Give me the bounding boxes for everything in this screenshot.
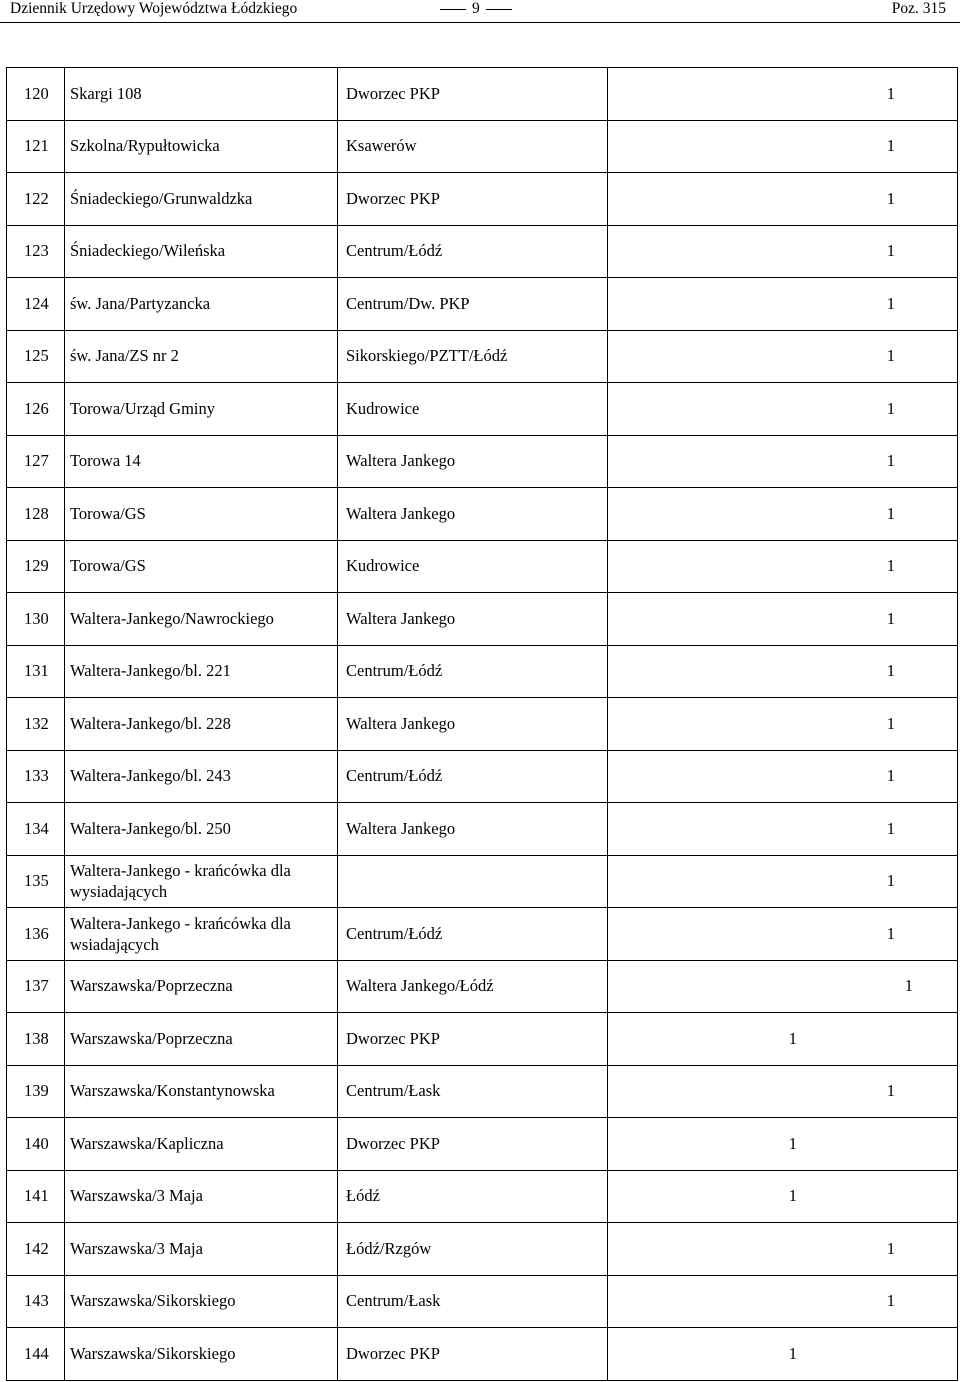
direction-cell: Dworzec PKP	[338, 1118, 608, 1171]
table-row	[7, 383, 958, 436]
row-number-cell: 137	[7, 960, 65, 1013]
row-number-cell: 128	[7, 488, 65, 541]
stop-name-cell: Waltera-Jankego/bl. 243	[65, 750, 338, 803]
row-number-cell: 143	[7, 1275, 65, 1328]
table-row	[7, 488, 958, 541]
table-row	[7, 1118, 958, 1171]
direction-cell: Centrum/Łódź	[338, 645, 608, 698]
row-number-cell: 144	[7, 1328, 65, 1381]
row-number-cell: 122	[7, 173, 65, 226]
table-row	[7, 1275, 958, 1328]
direction-cell: Centrum/Łask	[338, 1065, 608, 1118]
value-cell: 1	[608, 120, 958, 173]
table-row	[7, 855, 958, 908]
value-cell: 1	[608, 383, 958, 436]
stop-name-cell: Warszawska/Poprzeczna	[65, 960, 338, 1013]
stop-name-cell: Skargi 108	[65, 68, 338, 121]
stop-name-cell: Waltera-Jankego/bl. 228	[65, 698, 338, 751]
row-number-cell: 130	[7, 593, 65, 646]
stop-name-cell: Szkolna/Rypułtowicka	[65, 120, 338, 173]
direction-cell	[338, 855, 608, 908]
stop-name-cell: św. Jana/ZS nr 2	[65, 330, 338, 383]
value-cell: 1	[608, 645, 958, 698]
direction-cell: Centrum/Łódź	[338, 225, 608, 278]
bus-stops-table	[6, 67, 958, 1381]
table-body	[7, 68, 958, 1381]
stop-name-cell: Waltera-Jankego/bl. 221	[65, 645, 338, 698]
value-cell: 1	[608, 330, 958, 383]
page-number: 9	[472, 0, 480, 17]
row-number-cell: 127	[7, 435, 65, 488]
row-number-cell: 124	[7, 278, 65, 331]
direction-cell: Łódź/Rzgów	[338, 1223, 608, 1276]
stop-name-cell: Torowa/GS	[65, 540, 338, 593]
value-cell: 1	[608, 750, 958, 803]
value-cell: 1	[608, 435, 958, 488]
stop-name-cell: Warszawska/3 Maja	[65, 1170, 338, 1223]
stop-name-cell: Śniadeckiego/Wileńska	[65, 225, 338, 278]
table-row	[7, 330, 958, 383]
table-row	[7, 1223, 958, 1276]
stop-name-cell: św. Jana/Partyzancka	[65, 278, 338, 331]
value-cell: 1	[608, 173, 958, 226]
direction-cell: Waltera Jankego	[338, 698, 608, 751]
stop-name-cell: Torowa/Urząd Gminy	[65, 383, 338, 436]
stop-name-cell: Waltera-Jankego/Nawrockiego	[65, 593, 338, 646]
direction-cell: Dworzec PKP	[338, 173, 608, 226]
direction-cell: Łódź	[338, 1170, 608, 1223]
table-row	[7, 540, 958, 593]
stop-name-cell: Waltera-Jankego - krańcówka dla wsiadających	[65, 908, 338, 961]
table-row	[7, 120, 958, 173]
stop-name-cell: Waltera-Jankego/bl. 250	[65, 803, 338, 856]
direction-cell: Kudrowice	[338, 540, 608, 593]
direction-cell: Centrum/Łódź	[338, 908, 608, 961]
direction-cell: Waltera Jankego	[338, 803, 608, 856]
stop-name-cell: Warszawska/3 Maja	[65, 1223, 338, 1276]
table-row	[7, 593, 958, 646]
direction-cell: Sikorskiego/PZTT/Łódź	[338, 330, 608, 383]
value-cell: 1	[608, 488, 958, 541]
row-number-cell: 138	[7, 1013, 65, 1066]
table-row	[7, 803, 958, 856]
stop-name-cell: Waltera-Jankego - krańcówka dla wysiadających	[65, 855, 338, 908]
direction-cell: Dworzec PKP	[338, 68, 608, 121]
table-row	[7, 1013, 958, 1066]
direction-cell: Waltera Jankego	[338, 593, 608, 646]
row-number-cell: 133	[7, 750, 65, 803]
position-number: Poz. 315	[891, 0, 946, 17]
table-row	[7, 960, 958, 1013]
table-row	[7, 1170, 958, 1223]
value-cell: 1	[608, 225, 958, 278]
table-row	[7, 68, 958, 121]
value-cell: 1	[608, 1065, 958, 1118]
value-cell: 1	[608, 1118, 958, 1171]
value-cell: 1	[608, 908, 958, 961]
direction-cell: Centrum/Dw. PKP	[338, 278, 608, 331]
row-number-cell: 136	[7, 908, 65, 961]
stop-name-cell: Warszawska/Poprzeczna	[65, 1013, 338, 1066]
stop-name-cell: Warszawska/Sikorskiego	[65, 1328, 338, 1381]
table-row	[7, 645, 958, 698]
table-row	[7, 1065, 958, 1118]
row-number-cell: 141	[7, 1170, 65, 1223]
table-row	[7, 225, 958, 278]
row-number-cell: 132	[7, 698, 65, 751]
direction-cell: Waltera Jankego	[338, 488, 608, 541]
journal-title: Dziennik Urzędowy Województwa Łódzkiego	[10, 0, 298, 17]
table-row	[7, 1328, 958, 1381]
table-row	[7, 278, 958, 331]
value-cell: 1	[608, 960, 958, 1013]
row-number-cell: 126	[7, 383, 65, 436]
stop-name-cell: Warszawska/Sikorskiego	[65, 1275, 338, 1328]
stop-name-cell: Torowa/GS	[65, 488, 338, 541]
value-cell: 1	[608, 855, 958, 908]
value-cell: 1	[608, 1170, 958, 1223]
row-number-cell: 121	[7, 120, 65, 173]
direction-cell: Waltera Jankego/Łódź	[338, 960, 608, 1013]
table-row	[7, 698, 958, 751]
value-cell: 1	[608, 593, 958, 646]
row-number-cell: 123	[7, 225, 65, 278]
row-number-cell: 125	[7, 330, 65, 383]
value-cell: 1	[608, 698, 958, 751]
table-row	[7, 435, 958, 488]
direction-cell: Waltera Jankego	[338, 435, 608, 488]
table-row	[7, 173, 958, 226]
value-cell: 1	[608, 540, 958, 593]
direction-cell: Ksawerów	[338, 120, 608, 173]
value-cell: 1	[608, 68, 958, 121]
row-number-cell: 120	[7, 68, 65, 121]
value-cell: 1	[608, 1223, 958, 1276]
row-number-cell: 142	[7, 1223, 65, 1276]
row-number-cell: 139	[7, 1065, 65, 1118]
row-number-cell: 131	[7, 645, 65, 698]
table-row	[7, 908, 958, 961]
direction-cell: Kudrowice	[338, 383, 608, 436]
stop-name-cell: Torowa 14	[65, 435, 338, 488]
value-cell: 1	[608, 803, 958, 856]
row-number-cell: 129	[7, 540, 65, 593]
stop-name-cell: Śniadeckiego/Grunwaldzka	[65, 173, 338, 226]
direction-cell: Centrum/Łódź	[338, 750, 608, 803]
value-cell: 1	[608, 1275, 958, 1328]
direction-cell: Dworzec PKP	[338, 1328, 608, 1381]
value-cell: 1	[608, 1013, 958, 1066]
stop-name-cell: Warszawska/Konstantynowska	[65, 1065, 338, 1118]
row-number-cell: 135	[7, 855, 65, 908]
stop-name-cell: Warszawska/Kapliczna	[65, 1118, 338, 1171]
direction-cell: Dworzec PKP	[338, 1013, 608, 1066]
table-row	[7, 750, 958, 803]
row-number-cell: 140	[7, 1118, 65, 1171]
value-cell: 1	[608, 1328, 958, 1381]
row-number-cell: 134	[7, 803, 65, 856]
value-cell: 1	[608, 278, 958, 331]
page-header	[0, 0, 960, 23]
direction-cell: Centrum/Łask	[338, 1275, 608, 1328]
